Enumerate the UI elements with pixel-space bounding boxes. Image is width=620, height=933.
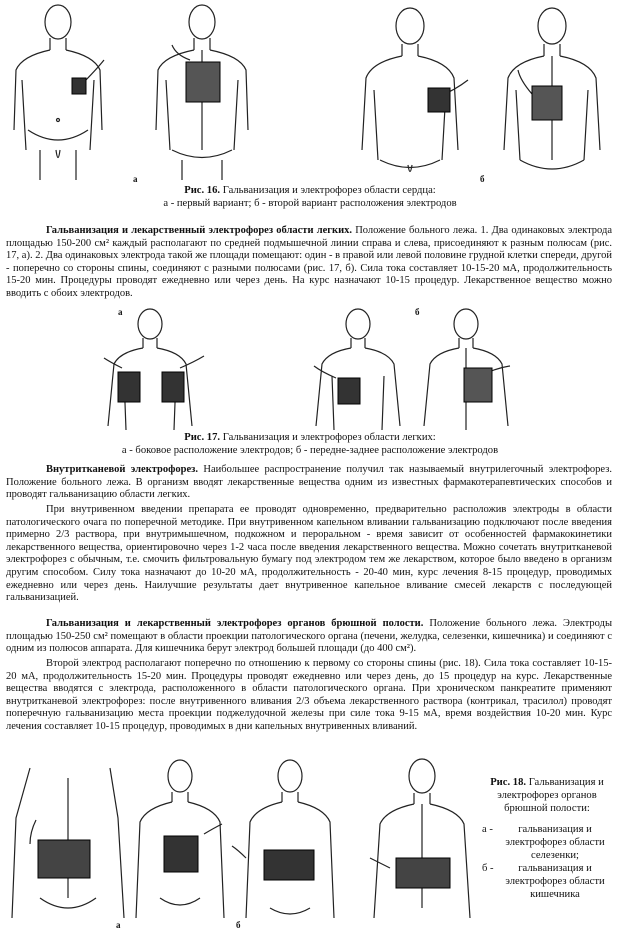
figure-16-illustration [0, 0, 620, 185]
electrode-pad [428, 88, 450, 112]
figure-17-caption [60, 431, 560, 457]
body-front-a [14, 5, 102, 180]
paragraph-intravenous-text: При внутривенном введении препарата ее проводят одновременно, предварительно расположив электроды в области патологического очага по поперечной методике. При внутривенном капельном вливании гальванизацию подключают после введения примерно 2/3 раствора, при внутримышечном, подкожном и пероральном - время зависит от особенностей фармакокинетики лекарственного вещества, ориентировочно через 1-2 часа после введения лекарственного вещества. Можно сочетать внутритканевой электрофорез с обычным, т.е. смочить фильтровальную бумагу под электродом тем же лекарством, которое было введено в организм другим способом. Силу тока назначают до 10-20 мА, продолжительность - 20-40 мин, курс лечения 8-15 процедур, проводимых ежедневно или через день. Наилучшие результаты дает внутривенное капельное вливание смесей лекарств с последующей гальванизацией. [6, 504, 612, 604]
body-front-17a [108, 309, 192, 430]
figure-16-label-a: а [133, 174, 138, 184]
electrode-pad [164, 836, 198, 872]
figure-18-item-b-key: б - [482, 863, 494, 874]
body-front-18b [246, 760, 334, 918]
electrode-pad [264, 850, 314, 880]
figure-17-caption-line1: Гальванизация и электрофорез области легких: [222, 432, 436, 443]
paragraph-abdomen-text: Положение больного лежа. Электроды площадью 150-250 см² помещают в области проекции патологического органа (печени, желудка, селезенки, кишечника) и соединяют с одним из полюсов аппарата. Для кишечника берут электрод большей площади (до 400 см²). [6, 618, 613, 655]
figure-18-label-b: б [236, 920, 241, 930]
figure-18-illustration [0, 758, 478, 933]
paragraph-tissue-lead: Внутритканевой электрофорез. [46, 464, 198, 475]
paragraph-tissue-text: Наибольшее распространение получил так называемый внутрилегочный электрофорез. Положение больного лежа. В организм вводят лекарственные вещества одним из известных фармакотерапевтических способов и проводят гальванизацию области легких. [6, 464, 612, 501]
figure-18-caption [482, 776, 612, 901]
body-back-18b [374, 759, 470, 918]
body-front-17b [316, 309, 400, 430]
paragraph-lungs-lead: Гальванизация и лекарственный электрофорез области легких. [46, 225, 352, 236]
electrode-pad [118, 372, 140, 402]
electrode-pad [186, 62, 220, 102]
electrode-pad [396, 858, 450, 888]
paragraph-intravenous [6, 504, 612, 605]
figure-18-caption-line1: Гальванизация и электрофорез органов брюшной полости: [497, 777, 604, 814]
figure-18-caption-item-a [482, 823, 612, 862]
electrode-pad [464, 368, 492, 402]
paragraph-abdomen-lead: Гальванизация и лекарственный электрофорез органов брюшной полости. [46, 618, 424, 629]
figure-18-caption-item-b [482, 862, 612, 901]
figure-17-caption-line2: а - боковое расположение электродов; б - передне-заднее расположение электродов [121, 445, 499, 456]
figure-16-caption-line2: а - первый вариант; б - второй вариант расположения электродов [163, 198, 457, 209]
figure-17-illustration [100, 306, 520, 432]
figure-18-caption-title: Рис. 18. [490, 777, 527, 788]
figure-18-item-a-text: гальванизация и электрофорез области селезенки; [505, 824, 605, 861]
paragraph-tissue [6, 464, 612, 502]
figure-17-label-b: б [415, 307, 420, 317]
paragraph-second-electrode [6, 658, 612, 734]
electrode-pad [162, 372, 184, 402]
paragraph-abdomen [6, 618, 612, 656]
paragraph-lungs [6, 225, 612, 301]
electrode-pad [338, 378, 360, 404]
figure-18-item-b-text: гальванизация и электрофорез области кишечника [505, 863, 605, 900]
figure-18-item-a-key: а - [482, 824, 493, 835]
figure-16-label-b: б [480, 174, 485, 184]
electrode-pad [532, 86, 562, 120]
figure-17-label-a: а [118, 307, 123, 317]
figure-16-caption-title: Рис. 16. [184, 185, 221, 196]
figure-17-caption-title: Рис. 17. [184, 432, 221, 443]
paragraph-second-electrode-text: Второй электрод располагают поперечно по отношению к первому со стороны спины (рис. 18). Сила тока составляет 10-15-20 мА, продолжительность 15-20 мин. Процедуры проводят ежедневно или через день, до 15 процедур на курс. Лекарственные вещества вводятся с электрода, расположенного в области патологического органа. При хроническом панкреатите применяют внутритканевой электрофорез: после внутривенного вливания 2/3 объема лекарственного раствора (контрикал, трасилол) проводят поперечную гальванизацию места проекции поджелудочной железы при силе тока 9-15 мА, время воздействия 10-20 мин. Курс лечения составляет 10-15 процедур, проводимых в дни капельных внутривенных вливаний. [6, 658, 612, 732]
figure-16-caption-line1: Гальванизация и электрофорез области сердца: [222, 185, 436, 196]
paragraph-lungs-text: Положение больного лежа. 1. Два одинаковых электрода площадью 150-200 см² каждый располагают по средней подмышечной линии справа и слева, присоединяют к разным полюсам (рис. 17, а). 2. Два одинаковых электрода такой же площади помещают: один - в правой или левой половине грудной клетки спереди, другой - поперечно со стороны спины, соединяют с разными полюсами (рис. 17, б). Сила тока составляет 10-15-20 мА, продолжительность 15-20 мин. Процедуры проводят ежедневно или через день. На курс назначают 10-15 процедур. Лекарственное вещество можно вводить с обоих электродов. [6, 225, 612, 299]
figure-18-label-a: а [116, 920, 121, 930]
electrode-pad [72, 78, 86, 94]
figure-16-caption [100, 184, 520, 210]
electrode-pad [38, 840, 90, 878]
